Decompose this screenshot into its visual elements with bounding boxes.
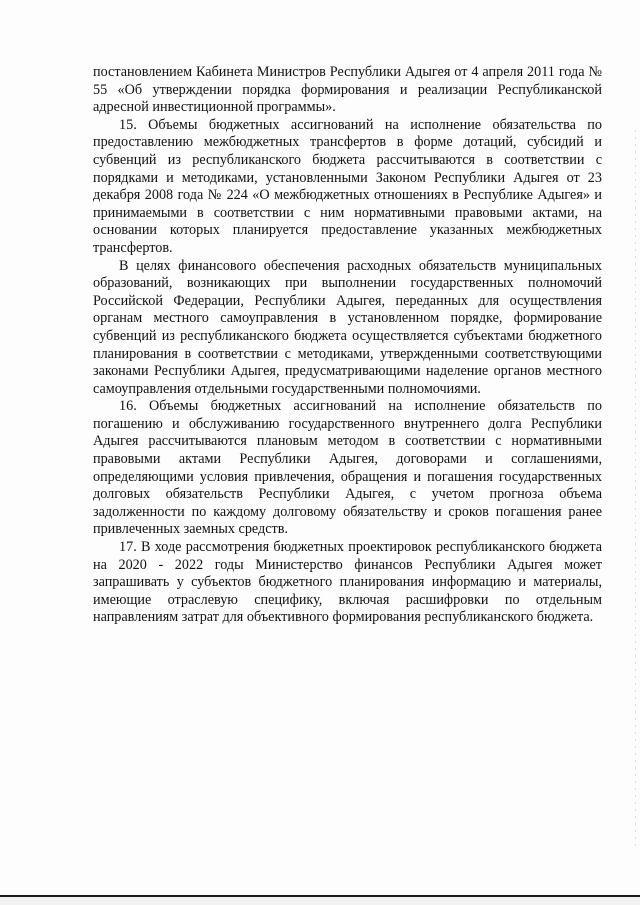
paragraph-subventions: В целях финансового обеспечения расходных обязательств муниципальных образований, возникающих при выполнении государственных полномочий Российской Федерации, Республики Адыгея, переданных для осуществления органам местного самоуправления в установленном порядке, формирование субвенций из республиканского бюджета осуществляется субъектами бюджетного планирования в соответствии с методиками, утвержденными соответствующими законами Республики Адыгея, предусматривающими наделение органов местного самоуправления отдельными государственными полномочиями. <box>93 257 602 397</box>
paragraph-item-15: 15. Объемы бюджетных ассигнований на исполнение обязательства по предоставлению межбюджетных трансфертов в форме дотаций, субсидий и субвенций из республиканского бюджета рассчитываются в соответствии с порядками и методиками, установленными Законом Республики Адыгея от 23 декабря 2008 года № 224 «О межбюджетных отношениях в Республике Адыгея» и принимаемыми в соответствии с ним нормативными правовыми актами, на основании которых планируется предоставление указанных межбюджетных трансфертов. <box>93 116 602 256</box>
page-bottom-rule <box>0 895 640 897</box>
scan-edge-artifact <box>635 130 636 850</box>
paragraph-item-16: 16. Объемы бюджетных ассигнований на исполнение обязательств по погашению и обслуживанию государственного внутреннего долга Республики Адыгея рассчитываются плановым методом в соответствии с нормативными правовыми актами Республики Адыгея, договорами и соглашениями, определяющими условия привлечения, обращения и погашения государственных долговых обязательств Республики Адыгея, с учетом прогноза объема задолженности по каждому долговому обязательству и сроков погашения ранее привлеченных заемных средств. <box>93 398 602 538</box>
paragraph-item-17: 17. В ходе рассмотрения бюджетных проектировок республиканского бюджета на 2020 - 2022 годы Министерство финансов Республики Адыгея может запрашивать у субъектов бюджетного планирования информацию и материалы, имеющие отраслевую специфику, включая расшифровки по отдельным направлениям затрат для объективного формирования республиканского бюджета. <box>93 539 602 626</box>
page-bottom-shade <box>0 897 640 905</box>
paragraph-continuation: постановлением Кабинета Министров Республики Адыгея от 4 апреля 2011 года № 55 «Об утверждении порядка формирования и реализации Республиканской адресной инвестиционной программы». <box>93 64 602 116</box>
document-body <box>93 64 602 627</box>
